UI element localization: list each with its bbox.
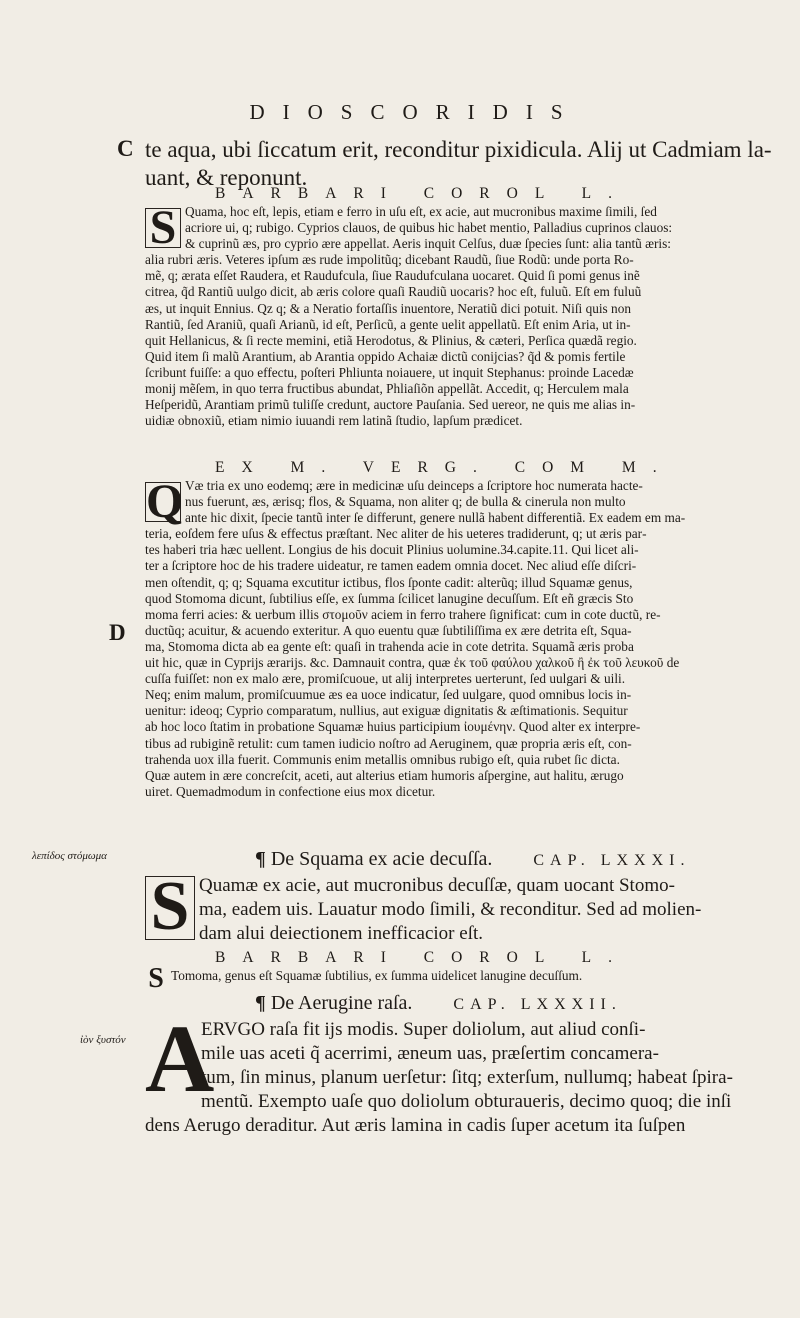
- chapter-title: De Aerugine raſa.: [270, 992, 413, 1014]
- chapter-body: [145, 1005, 785, 1138]
- text-line: & cuprinũ æs, pro cyprio ære appellat. Aeris inquit Celſus, duæ ſpecies ſunt: alia tantũ æris:: [185, 236, 671, 252]
- text-line: uidiæ obnoxiũ, etiam nimio iuuandi rem latinã ſtudio, lapſum prædicet.: [145, 413, 523, 429]
- text-line: quod Stomoma dicunt, ſubtilius eſſe, ex ſumma ſcilicet lanugine decuſſum. Eſt eñ græcis Sto: [145, 590, 634, 606]
- text-line: ma, eadem uis. Lauatur modo ſimili, & reconditur. Sed ad molien‑: [199, 899, 702, 920]
- commentary-body: [145, 963, 785, 994]
- text-line: Quæ autem in ære concreſcit, aceti, aut alterius etiam humoris aſpergine, aut halitu, ærugo: [145, 767, 624, 783]
- commentary-barbari-1: [145, 184, 785, 429]
- text-line: teria, eoſdem fere uſus & effectus præſtant. Nec aliter de his ueteres tradiderunt, q; ut æris par‑: [145, 526, 647, 542]
- margin-note-greek-2: ἰὸν ξυστόν: [80, 1034, 126, 1046]
- text-line: tum, ſin minus, planum uerſetur: ſitq; exterſum, nullumq; habeat ſpira‑: [201, 1067, 733, 1088]
- margin-letter-c: C: [117, 136, 134, 161]
- dropcap: S: [145, 968, 167, 990]
- text-line: ante hic dixit, ſpecie tantũ inter ſe differunt, genere nullã habent differentiã. Ex eadem em ma‑: [185, 510, 686, 526]
- dropcap: S: [145, 876, 195, 940]
- section-heading: BARBARI COROL L.: [215, 949, 629, 966]
- text-line: quit Hellanicus, & ſi recte memini, etiã Herodotus, & Plinius, & cæteri, Perſica quædã regio.: [145, 332, 637, 348]
- section-heading: EX M. VERG. COM M.: [215, 459, 674, 476]
- pilcrow-icon: ¶: [255, 992, 266, 1014]
- chapter-body: [145, 868, 785, 946]
- text-line: cuſſa fuiſſet: non ex malo ære, promiſcuoue, ut alij interpretes uerterunt, ſed uulgari & uili.: [145, 671, 626, 687]
- text-line: dens Aerugo deraditur. Aut æris lamina in cadis ſuper acetum ita ſuſpen: [145, 1115, 686, 1136]
- text-line: ab hoc loco ſtatim in probatione Squamæ huius participium ἰουμένην. Quod alter ex interpre‑: [145, 719, 641, 735]
- text-line: Heſperidũ, Arantiam primũ tuliſſe credunt, auctore Pauſania. Sed uereor, ne quis me alias in‑: [145, 397, 636, 413]
- chapter-82: [145, 990, 785, 1138]
- text-line: Væ tria ex uno eodemq; ære in medicinæ uſu deinceps a ſcriptore hoc numerata hacte‑: [185, 478, 643, 493]
- dropcap: S: [145, 208, 181, 248]
- margin-letter-d: D: [109, 620, 126, 645]
- running-head: DIOSCORIDIS: [249, 100, 581, 124]
- text-line: trahenda uox illa fuerit. Communis enim metallis omnibus rubigo eſt, quia rubet ſic dicta.: [145, 751, 620, 767]
- text-line: mentũ. Exempto uaſe quo doliolum obturaueris, decimo quoq; die inſi: [201, 1091, 732, 1112]
- chapter-number: CAP. LXXXI.: [533, 852, 691, 869]
- text-line: uit hic, quæ in Cyprijs ærarijs. &c. Damnauit contra, quæ ἐκ τοῦ φαύλου χαλκοῦ ἢ ἐκ τοῦ λευκοῦ de: [145, 655, 680, 671]
- chapter-81: [145, 846, 785, 946]
- text-line: Quid item ſi malũ Arantium, ab Arantia oppido Achaiæ dictũ conijcias? q̃d & pomis fertile: [145, 348, 626, 364]
- commentary-barbari-2: [145, 948, 785, 994]
- text-line: alia rubri æris. Veteres ipſum æs rude impolitũq; dicebant Raudũ, ſiue Rodũ: unde porta Ro‑: [145, 252, 634, 268]
- text-line: mile uas aceti q̃ acerrimi, æneum uas, præſertim concamera‑: [201, 1043, 659, 1064]
- chapter-number: CAP. LXXXII.: [453, 996, 622, 1013]
- chapter-heading: [145, 846, 785, 874]
- margin-note-greek-1: λεπίδος στόμωμα: [32, 850, 107, 862]
- text-line: ductũq; acuitur, & acuendo exteritur. A quo euentu quæ ſubtiliſſima ex ære detrita eſt, Squa‑: [145, 622, 632, 638]
- text-line: citrea, q̃d Rantiũ uulgo dicit, ab æris colore quaſi Raudiũ uocaris? hoc eſt, fuluũ. Eſt em fuluũ: [145, 284, 642, 300]
- text-line: tes haberi tria hæc uellent. Longius de his docuit Plinius uolumine.34.capite.11. Qui licet ali‑: [145, 542, 639, 558]
- text-line: dam alui deiectionem inefficacior eſt.: [199, 923, 483, 944]
- text-line: ter a ſcriptore hoc de his tradere uideatur, re tamen eadem omnia docet. Nec aliud eſſe diſcri‑: [145, 558, 637, 574]
- text-line: Quamæ ex acie, aut mucronibus decuſſæ, quam uocant Stomo‑: [199, 875, 675, 896]
- chapter-heading: [145, 990, 785, 1018]
- text-line: ſcribunt fuiſſe: a quo effectu, poſteri Phliunta noiauere, ut inquit Stephanus: proinde Lacedæ: [145, 364, 634, 380]
- text-line: moma ferri acies: & uerbum illis στομοῦν aciem in ferro trahere ſignificat: cum in cote ductũ, re‑: [145, 606, 661, 622]
- chapter-title: De Squama ex acie decuſſa.: [270, 848, 493, 870]
- text-line: tibus ad rubiginẽ retulit: cum tamen iudicio noſtro ad Aeruginem, quæ propria æris eſt, con‑: [145, 735, 632, 751]
- text-line: acriore ui, q; rubigo. Cyprios clauos, de quibus hic habet mentio, Palladius cuprinos clauos:: [185, 220, 673, 236]
- text-line: men oſtendit, q; q; Squama excutitur ictibus, flos ſponte cadit: alterũq; illud Squamæ genus,: [145, 574, 633, 590]
- text-line: uant, & reponunt.: [145, 165, 308, 190]
- dropcap: A: [145, 1005, 215, 1112]
- text-line: monij mẽſem, in quo terra fructibus abundat, Phliaſiõn appellãt. Accedit, q; Herculem mala: [145, 381, 629, 397]
- text-line: Neq; enim malum, promiſcuumue æs ea uoce indicatur, ſed uulgare, quod omnibus locis in‑: [145, 687, 632, 703]
- text-line: ERVGO raſa fit ijs modis. Super doliolum, aut aliud conſi‑: [201, 1019, 646, 1040]
- commentary-body: [145, 475, 785, 800]
- text-line: te aqua, ubi ſiccatum erit, reconditur pixidicula. Alij ut Cadmiam la‑: [145, 137, 772, 162]
- text-line: nus fuerunt, æs, ærisq; flos, & Squama, non aliter q; de bulla & cinerula non multo: [185, 494, 626, 510]
- text-line: uenitur: ideoq; Cyprio comparatum, nullius, aut exiguæ dignitatis & æſtimationis. Sequitur: [145, 703, 628, 719]
- text-line: ma, Stomoma dicta ab ea gente eſt: quaſi in trahenda acie in cote detrita. Squamã æris proba: [145, 638, 634, 654]
- dropcap: Q: [146, 475, 184, 528]
- text-line: mẽ, q; ærata eſſet Raudera, et Raudufcula, ſiue Raudufculana uocaret. Quid ſi pomi genus inẽ: [145, 268, 640, 284]
- pilcrow-icon: ¶: [255, 848, 266, 870]
- text-line: uiret. Quemadmodum in confectione eius mox dicetur.: [145, 783, 436, 799]
- text-line: Quama, hoc eſt, lepis, etiam e ferro in uſu eſt, ex acie, aut mucronibus maxime ſimili, ſed: [185, 204, 657, 219]
- commentary-verg-comm: [145, 458, 785, 800]
- text-line: Rantiũ, ſed Araniũ, quaſi Arianũ, id eſt, Perſicũ, a gente uelit appellatũ. Eſt enim Aria, ut in‑: [145, 316, 631, 332]
- section-heading: BARBARI COROL L.: [215, 185, 629, 202]
- commentary-body: [145, 201, 785, 429]
- text-line: Tomoma, genus eſt Squamæ ſubtilius, ex ſumma uidelicet lanugine decuſſum.: [171, 968, 583, 983]
- text-line: æs, ut inquit Ennius. Qz q; & a Neratio fortaſſis inuentore, Neratiũ dici potuit. Niſi quis non: [145, 300, 632, 316]
